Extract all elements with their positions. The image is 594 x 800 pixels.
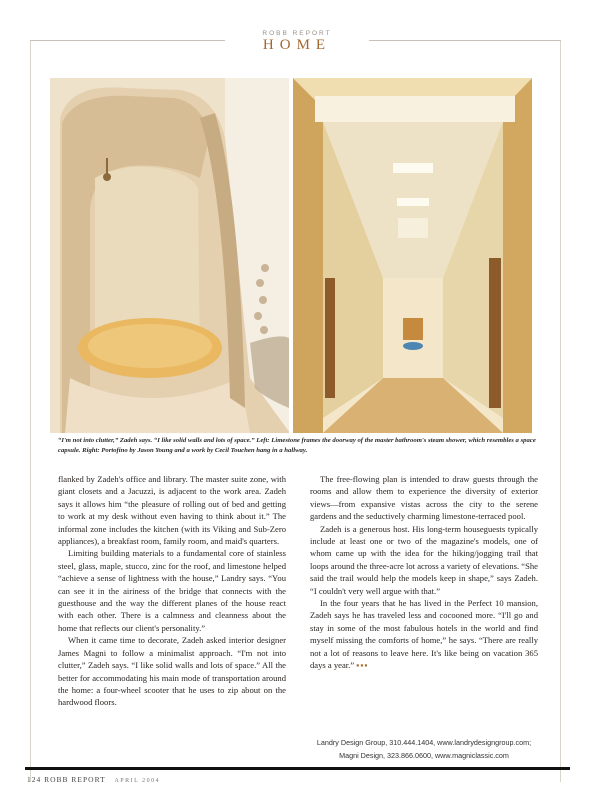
photo-caption	[58, 436, 536, 456]
photo-hallway	[293, 78, 532, 433]
masthead-rule-left	[30, 40, 225, 41]
masthead-rule-right	[369, 40, 561, 41]
paragraph: When it came time to decorate, Zadeh asked interior designer James Magni to follow a minimalist approach. “I'm not into clutter,” Zadeh says. “I like solid walls and lots of space.” All the better for accommodating his main mode of transportation around the home: a four-wheel scooter that he uses to zip about on the hardwood floors.	[58, 635, 286, 708]
caption-text: Left: Limestone frames the doorway of the master bathroom's steam shower, which resembles a space capsule. Right: Portofino by Jason Young and a work by Cecil Touchen hang in a hallway.	[58, 437, 536, 454]
folio	[27, 775, 160, 784]
end-mark: ▪▪▪	[356, 660, 369, 671]
credit-landry: Landry Design Group, 310.444.1404, www.landrydesigngroup.com;	[316, 738, 532, 747]
shower-illustration	[50, 78, 289, 433]
page-number: 124	[27, 775, 42, 784]
credit-magni: Magni Design, 323.866.0600, www.magniclassic.com	[339, 751, 509, 760]
design-credits	[310, 736, 538, 762]
paragraph-final-text: In the four years that he has lived in the Perfect 10 mansion, Zadeh says he has traveled less and cocooned more. “I'll go and stay in some of the most fabulous hotels in the world and find myself missing the comforts of home,” he says. “There are really not a lot of reasons to leave here. It's like being on vacation 365 days a year.”	[310, 598, 538, 671]
paragraph: Limiting building materials to a fundamental core of stainless steel, glass, maple, stucco, zinc for the roof, and limestone helped “achieve a sense of lightness with the house,” Landry says. “You can see it in the airiness of the bridge that connects with the guesthouse and the way the different planes of the house react with each other. There is a calmness and cleanness about the home that reflects our client's personality.”	[58, 548, 286, 633]
footer-rule	[25, 767, 570, 770]
paragraph-final	[310, 597, 538, 671]
article-column-left	[58, 473, 286, 709]
paragraph: flanked by Zadeh's office and library. The master suite zone, with giant closets and a Jacuzzi, is adjacent to the work area. Zadeh says it allows him “the pleasure of rolling out of bed and getting to work at my desk without even having to think about it.” The informal zone includes the kitchen (with its Viking and Sub-Zero appliances), a breakfast room, family room, and maid's quarters.	[58, 474, 286, 547]
masthead-section: HOME	[262, 37, 332, 53]
hallway-illustration	[293, 78, 532, 433]
page-border-right	[560, 40, 561, 782]
photo-shower	[50, 78, 289, 433]
paragraph: The free-flowing plan is intended to draw guests through the rooms and allow them to experience the diversity of exterior views—from expansive vistas across the city to the serene gardens and the seductively charming limestone-terraced pool.	[310, 474, 538, 522]
page-border-left	[30, 40, 31, 782]
caption-quote: “I'm not into clutter,” Zadeh says. “I like solid walls and lots of space.”	[58, 437, 255, 444]
folio-publication: ROBB REPORT	[44, 775, 106, 784]
article-column-right	[310, 473, 538, 672]
masthead	[0, 30, 594, 53]
masthead-kicker: ROBB REPORT	[262, 30, 332, 37]
paragraph: Zadeh is a generous host. His long-term houseguests typically include at least one or two of the magazine's models, one of whom came up with the idea for the hiking/jogging trail that loops around the three-acre lot across a variety of elevations. “She said the trail would help the models keep in shape,” says Zadeh. “I couldn't very well argue with that.”	[310, 523, 538, 596]
folio-date: APRIL 2004	[114, 778, 161, 784]
